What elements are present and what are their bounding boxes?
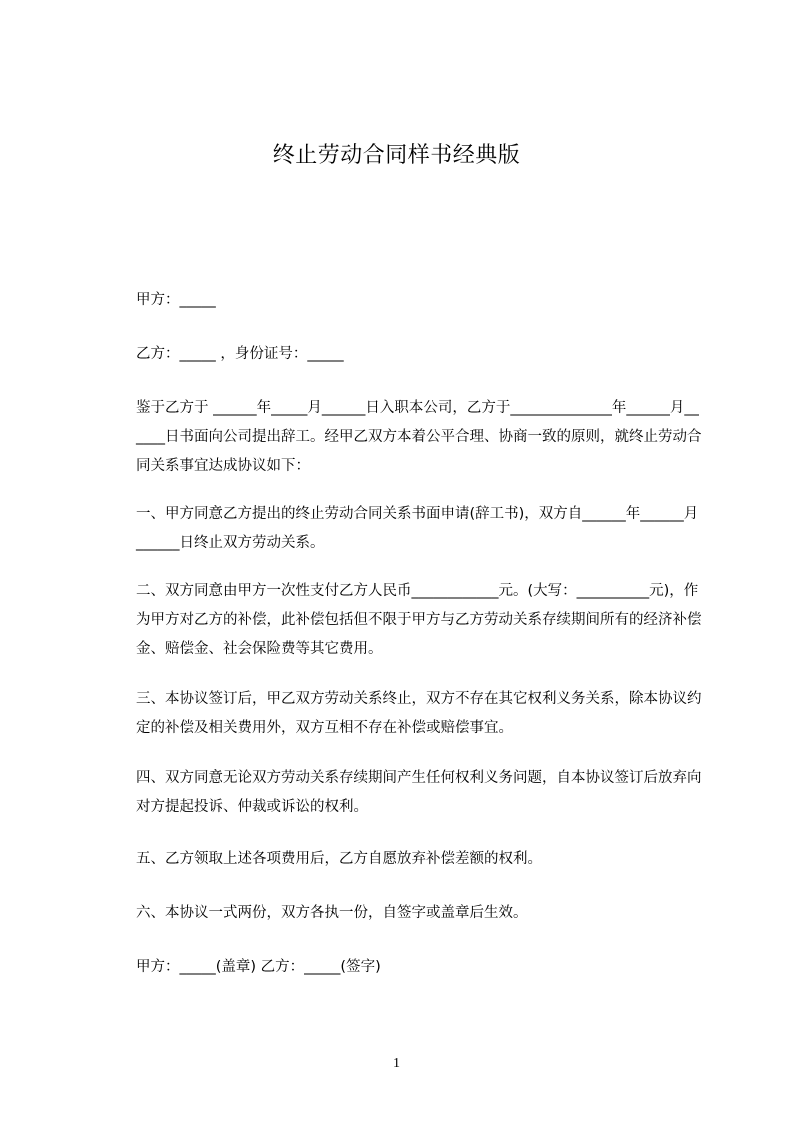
party-a-line: 甲方：_____ xyxy=(136,292,216,308)
clause-6: 六、本协议一式两份，双方各执一份，自签字或盖章后生效。 xyxy=(136,905,528,921)
clause-4: 四、双方同意无论双方劳动关系存续期间产生任何权利义务问题，自本协议签订后放弃向对方提起投诉、仲裁或诉讼的权利。 xyxy=(136,770,702,815)
clause-3: 三、本协议签订后，甲乙双方劳动关系终止，双方不存在其它权利义务关系，除本协议约定的补偿及相关费用外，双方互相不存在补偿或赔偿事宜。 xyxy=(136,691,702,736)
clause-5: 五、乙方领取上述各项费用后，乙方自愿放弃补偿差额的权利。 xyxy=(136,851,542,867)
party-b-line: 乙方：_____ ，身份证号：_____ xyxy=(136,346,344,362)
intro-paragraph: 鉴于乙方于 ______年_____月______日入职本公司，乙方于______________年______月______日书面向公司提出辞工。经甲乙双方本着公平合理、协商一致的原则，就终止劳动合同关系事宜达成协议如下： xyxy=(136,400,702,474)
signature-line: 甲方：_____(盖章) 乙方：_____(签字) xyxy=(136,959,381,975)
clause-2: 二、双方同意由甲方一次性支付乙方人民币____________元。(大写：__________元)，作为甲方对乙方的补偿，此补偿包括但不限于甲方与乙方劳动关系存续期间所有的经济补偿金、赔偿金、社会保险费等其它费用。 xyxy=(136,583,702,657)
page-number: 1 xyxy=(393,1056,400,1071)
document-title: 终止劳动合同样书经典版 xyxy=(272,143,521,168)
clause-1: 一、甲方同意乙方提出的终止劳动合同关系书面申请(辞工书)，双方自______年______月______日终止双方劳动关系。 xyxy=(136,506,699,551)
